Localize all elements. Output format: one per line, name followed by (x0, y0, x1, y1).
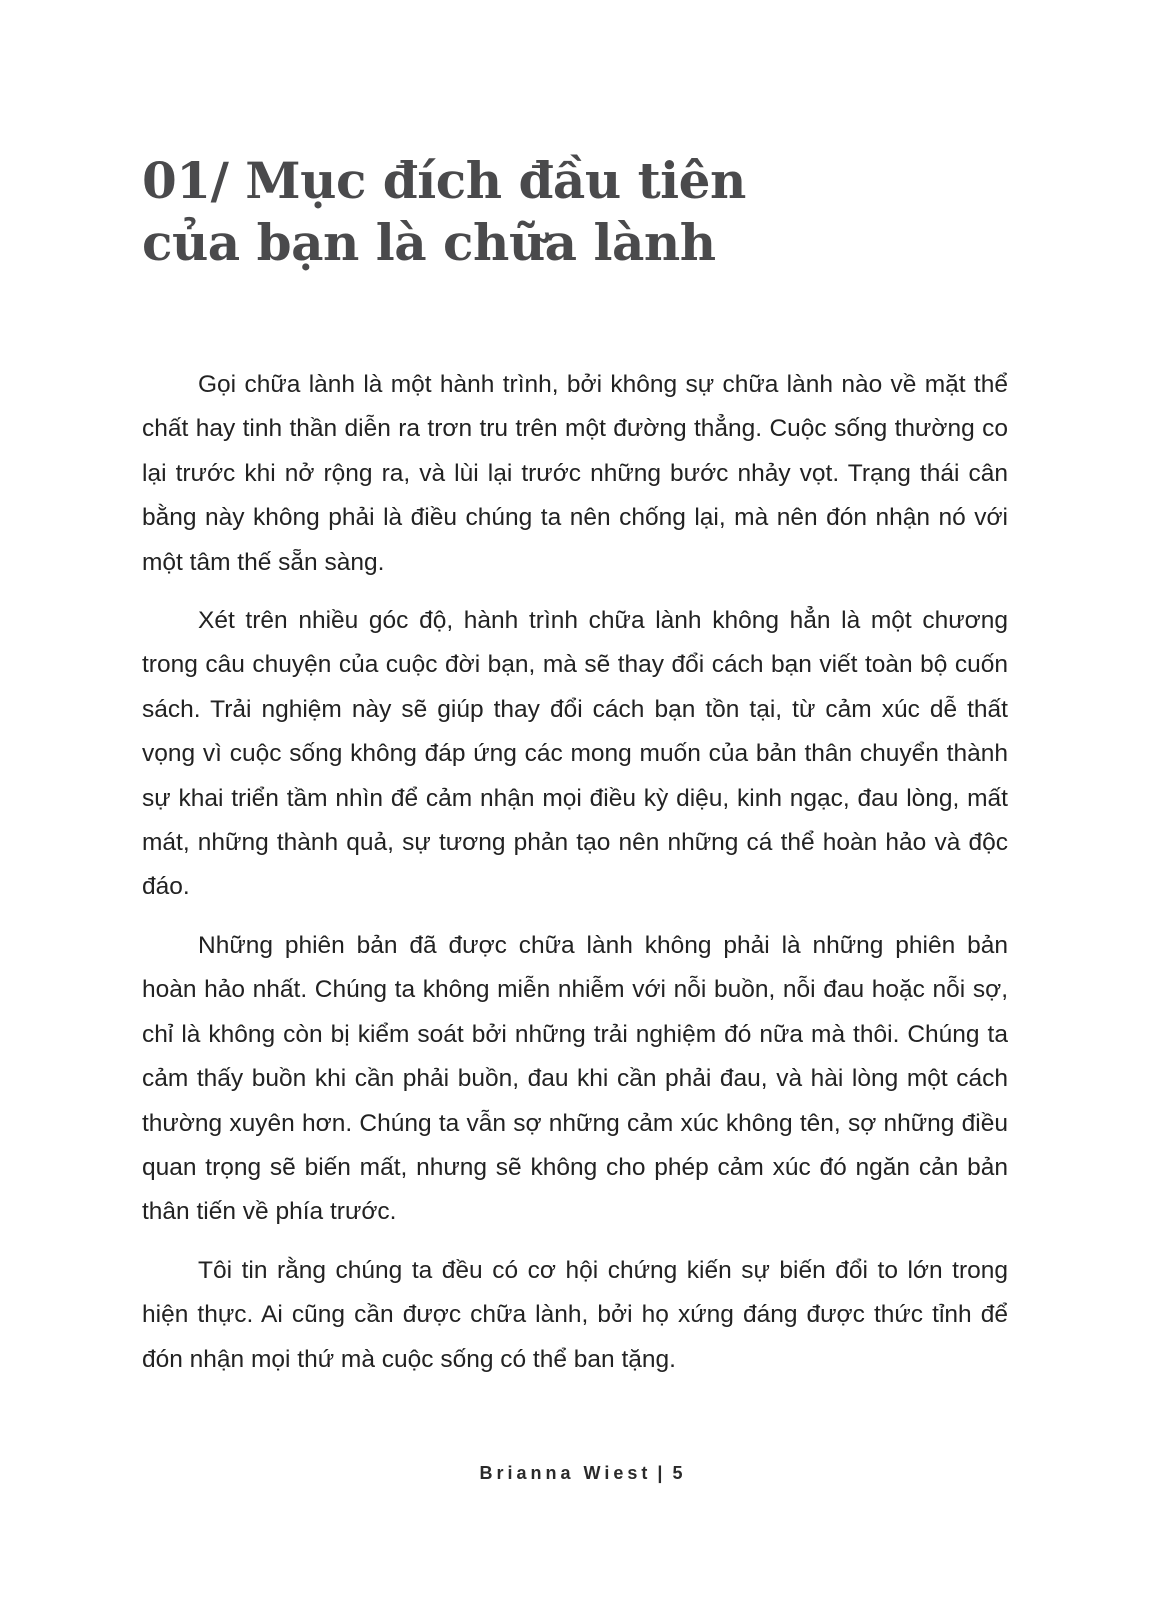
paragraph-3: Những phiên bản đã được chữa lành không phải là những phiên bản hoàn hảo nhất. Chúng ta không miễn nhiễm với nỗi buồn, nỗi đau hoặc nỗi sợ, chỉ là không còn bị kiểm soát bởi những trải nghiệm đó nữa mà thôi. Chúng ta cảm thấy buồn khi cần phải buồn, đau khi cần phải đau, và hài lòng một cách thường xuyên hơn. Chúng ta vẫn sợ những cảm xúc không tên, sợ những điều quan trọng sẽ biến mất, nhưng sẽ không cho phép cảm xúc đó ngăn cản bản thân tiến về phía trước. (142, 931, 1008, 1226)
paragraph-1: Gọi chữa lành là một hành trình, bởi không sự chữa lành nào về mặt thể chất hay tinh thần diễn ra trơn tru trên một đường thẳng. Cuộc sống thường co lại trước khi nở rộng ra, và lùi lại trước những bước nhảy vọt. Trạng thái cân bằng này không phải là điều chúng ta nên chống lại, mà nên đón nhận nó với một tâm thế sẵn sàng. (142, 371, 1008, 576)
footer-author: Brianna Wiest (479, 1463, 652, 1483)
page-footer (0, 1463, 1166, 1484)
chapter-title-line-1: 01/ Mục đích đầu tiên (142, 151, 746, 210)
chapter-title-line-2: của bạn là chữa lành (142, 213, 716, 272)
footer-separator: | (657, 1463, 667, 1483)
chapter-title (142, 150, 1042, 274)
page-number: 5 (672, 1463, 687, 1483)
chapter-body (142, 363, 1008, 1396)
paragraph-4: Tôi tin rằng chúng ta đều có cơ hội chứng kiến sự biến đổi to lớn trong hiện thực. Ai cũng cần được chữa lành, bởi họ xứng đáng được thức tỉnh để đón nhận mọi thứ mà cuộc sống có thể ban tặng. (142, 1256, 1008, 1373)
paragraph-2: Xét trên nhiều góc độ, hành trình chữa lành không hẳn là một chương trong câu chuyện của cuộc đời bạn, mà sẽ thay đổi cách bạn viết toàn bộ cuốn sách. Trải nghiệm này sẽ giúp thay đổi cách bạn tồn tại, từ cảm xúc dễ thất vọng vì cuộc sống không đáp ứng các mong muốn của bản thân chuyển thành sự khai triển tầm nhìn để cảm nhận mọi điều kỳ diệu, kinh ngạc, đau lòng, mất mát, những thành quả, sự tương phản tạo nên những cá thể hoàn hảo và độc đáo. (142, 607, 1008, 901)
